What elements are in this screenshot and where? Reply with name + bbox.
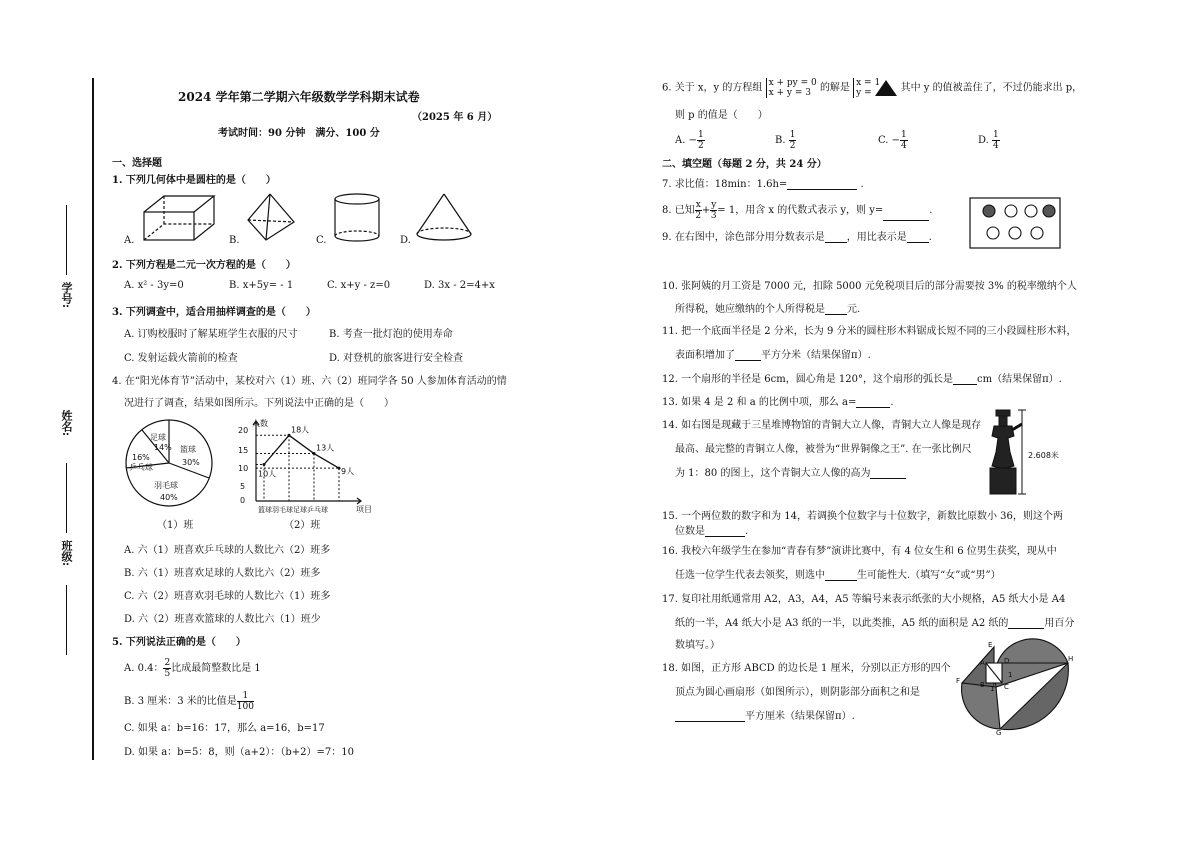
pie-value-pingpong: 16% <box>132 453 150 462</box>
point-g: G <box>996 729 1002 737</box>
q14-line1: 14. 如右图是现藏于三星堆博物馆的青铜大立人像，青铜大立人像是现存 <box>662 420 982 431</box>
q11-answer-blank[interactable] <box>735 350 761 361</box>
q14-line2: 最高、最完整的青铜立人像，被誉为“世界铜像之王”. 在一张比例尺 <box>675 444 972 455</box>
point-d: D <box>1004 657 1010 665</box>
class-field[interactable] <box>66 585 67 655</box>
pie-label-badminton: 羽毛球 <box>154 481 178 490</box>
pie-caption: （1）班 <box>157 520 194 531</box>
pie-value-basketball: 30% <box>182 458 200 467</box>
pie-label-basketball: 篮球 <box>180 445 196 454</box>
q15-line1: 15. 一个两位数的数字和为 14，若调换个位数字与十位数字，新数比原数小 36，则这个两 <box>662 511 1063 522</box>
q4-option-a: A. 六（1）班喜欢乒乓球的人数比六（2）班多 <box>124 545 331 556</box>
q8-answer-blank[interactable] <box>883 210 929 221</box>
q6-option-d: D. $\frac{1}{4}$ <box>978 130 999 151</box>
q18-line2: 顶点为圆心画扇形（如图所示），则阴影部分面积之和是 <box>675 687 920 698</box>
pyramid-shape <box>244 192 299 247</box>
point-e: E <box>988 641 993 649</box>
line-chart <box>236 418 376 518</box>
q9-figure <box>969 197 1061 249</box>
q4-option-c: C. 六（2）班喜欢羽毛球的人数比六（1）班多 <box>124 591 331 602</box>
cylinder-shape <box>332 192 384 246</box>
pie-value-badminton: 40% <box>160 493 178 502</box>
q8: 8. 已知 $\frac{x}{2}$ + $\frac{y}{3}$ = 1，用含 x 的代数式表示 y，则 y= . <box>662 200 933 221</box>
point-b: B <box>980 681 985 689</box>
name-label: 姓名: <box>60 410 73 437</box>
q6-option-c: C. − $\frac{1}{4}$ <box>878 130 907 151</box>
q14-answer-blank[interactable] <box>870 468 906 479</box>
q1-option-a-label: A. <box>124 235 135 246</box>
q6-option-b: B. $\frac{1}{2}$ <box>775 130 796 151</box>
q17-line2: 纸的一半，A4 纸大小是 A3 纸的一半，以此类推，A5 纸的面积是 A2 纸的 用百分 <box>675 618 1075 629</box>
q10-line1: 10. 张阿姨的月工资是 7000 元，扣除 5000 元免税项目后的部分需要按 3% 的税率缴纳个人 <box>662 281 1077 292</box>
q15-answer-blank[interactable] <box>705 526 745 537</box>
binding-line <box>92 78 94 760</box>
q15-line2: 位数是 . <box>675 526 749 537</box>
q9-blank-2[interactable] <box>907 232 929 243</box>
bronze-statue-image <box>986 406 1066 500</box>
q6-line1: 6. 关于 x，y 的方程组 x + py = 0 x + y = 3 的解是 x = 1 y = 其中 y 的值被盖住了，不过仍能求出 p， <box>662 78 1083 98</box>
q13: 13. 如果 4 是 2 和 a 的比例中项，那么 a= . <box>662 397 894 408</box>
q5-option-c: C. 如果 a：b=16：17，那么 a=16，b=17 <box>124 723 325 734</box>
point-a: A <box>980 659 985 667</box>
q17-line3: 数填写。） <box>675 640 720 651</box>
q3-stem: 3. 下列调查中，适合用抽样调查的是（ ） <box>112 307 316 318</box>
q13-answer-blank[interactable] <box>856 397 890 408</box>
q3-option-d: D. 对登机的旅客进行安全检查 <box>329 353 464 364</box>
y-tick: 5 <box>240 482 246 491</box>
q18-figure <box>956 641 1076 737</box>
pie-label-football: 足球 <box>150 433 166 442</box>
q11-line2: 表面积增加了 平方分米（结果保留π）. <box>675 350 871 361</box>
q2-option-d: D. 3x - 2=4+x <box>424 280 495 291</box>
fraction: $\frac{1}{100}$ <box>236 691 254 712</box>
q5-option-b: B. 3 厘米：3 米的比值是 $\frac{1}{100}$ <box>124 691 254 712</box>
q6-option-a: A. − $\frac{1}{2}$ <box>675 130 704 151</box>
q1-stem: 1. 下列几何体中是圆柱的是（ ） <box>112 175 276 186</box>
q2-option-c: C. x+y - z=0 <box>327 280 391 291</box>
q17-answer-blank[interactable] <box>1008 618 1044 629</box>
y-tick: 0 <box>240 496 246 505</box>
q12-answer-blank[interactable] <box>953 374 977 385</box>
student-id-label: 学号: <box>60 282 73 309</box>
y-tick: 15 <box>238 446 249 455</box>
side-label: 1 <box>1008 671 1013 679</box>
q4-line2: 况进行了调查，结果如图所示。下列说法中正确的是（ ） <box>124 398 394 409</box>
cone-shape <box>414 192 474 246</box>
q2-option-a: A. x² - 3y=0 <box>124 280 184 291</box>
line-chart-caption: （2）班 <box>284 520 321 531</box>
q18-line1: 18. 如图，正方形 ABCD 的边长是 1 厘米，分别以正方形的四个 <box>662 663 951 674</box>
q2-stem: 2. 下列方程是二元一次方程的是（ ） <box>112 260 296 271</box>
q17-line1: 17. 复印社用纸通常用 A2，A3，A4，A5 等编号来表示纸张的大小规格，A5 纸大小是 A4 <box>662 594 1066 605</box>
cuboid-shape <box>140 194 220 244</box>
q5-option-d: D. 如果 a：b=5：8，则（a+2）：（b+2）=7：10 <box>124 747 354 758</box>
q9: 9. 在右图中，涂色部分用分数表示是 ，用比表示是 . <box>662 232 932 243</box>
pie-label-pingpong: 乒乓球 <box>129 463 153 472</box>
side-label: 1 <box>990 685 995 693</box>
q1-option-c-label: C. <box>316 235 327 246</box>
statue-height-label: 2.608米 <box>1028 451 1059 460</box>
q12: 12. 一个扇形的半径是 6cm，圆心角是 120°，这个扇形的弧长是 cm（结果保留π）. <box>662 374 1062 385</box>
q7: 7. 求比值：18min：1.6h= . <box>662 179 864 190</box>
y-tick: 20 <box>238 426 249 435</box>
q16-line1: 16. 我校六年级学生在参加“青春有梦”演讲比赛中，有 4 位女生和 6 位男生获奖，现从中 <box>662 546 1057 557</box>
section1-heading: 一、选择题 <box>112 158 162 169</box>
exam-info: 考试时间：90 分钟 满分、100 分 <box>218 128 380 139</box>
q6-line2: 则 p 的值是（ ） <box>675 110 768 121</box>
q18-line3: 平方厘米（结果保留π）. <box>675 707 855 722</box>
q2-option-b: B. x+5y= - 1 <box>229 280 294 291</box>
exam-date: （2025 年 6 月） <box>412 112 498 123</box>
pie-value-football: 14% <box>154 443 172 452</box>
q9-blank-1[interactable] <box>825 232 847 243</box>
data-point <box>263 463 266 466</box>
pie-chart <box>124 418 214 508</box>
q5-stem: 5. 下列说法正确的是（ ） <box>112 637 246 648</box>
q7-answer-blank[interactable] <box>787 179 857 190</box>
data-label: 18人 <box>291 425 310 435</box>
q4-option-d: D. 六（2）班喜欢篮球的人数比六（1）班少 <box>124 614 321 625</box>
q11-line1: 11. 把一个底面半径是 2 分米，长为 9 分米的圆柱形木料锯成长短不同的三小段圆柱形木料， <box>662 326 1077 337</box>
q16-answer-blank[interactable] <box>825 570 857 581</box>
name-field[interactable] <box>66 463 67 533</box>
q14-line3: 为 1：80 的图上，这个青铜大立人像的高为 <box>675 464 906 479</box>
q4-option-b: B. 六（1）班喜欢足球的人数比六（2）班多 <box>124 568 321 579</box>
point-f: F <box>956 677 961 685</box>
line-chart-y-label: 人数 <box>252 419 268 428</box>
data-label: 10人 <box>258 469 277 479</box>
q18-answer-blank[interactable] <box>675 711 745 722</box>
line-chart-x-label: 项目 <box>356 505 372 514</box>
class-label: 班级: <box>60 540 73 567</box>
q1-option-b-label: B. <box>229 235 240 246</box>
q4-line1: 4. 在“阳光体育节”活动中，某校对六（1）班、六（2）班同学各 50 人参加体育活动的情 <box>112 376 507 387</box>
q3-option-b: B. 考查一批灯泡的使用寿命 <box>329 329 453 340</box>
point-h: H <box>1068 655 1074 663</box>
data-label: 13人 <box>316 443 335 453</box>
page-title: 2024 学年第二学期六年级数学学科期末试卷 <box>178 90 420 104</box>
q3-option-a: A. 订购校服时了解某班学生衣服的尺寸 <box>124 329 298 340</box>
student-id-field[interactable] <box>66 205 67 275</box>
y-tick: 10 <box>238 464 249 473</box>
fraction: $\frac{2}{5}$ <box>164 658 171 679</box>
cover-triangle-icon <box>875 80 897 96</box>
section2-heading: 二、填空题（每题 2 分，共 24 分） <box>662 159 827 170</box>
q16-line2: 任选一位学生代表去领奖，则选中 生可能性大.（填写“女”或“男”） <box>675 570 1001 581</box>
q5-option-a: A. 0.4： $\frac{2}{5}$ 比成最简整数比是 1 <box>124 658 261 679</box>
x-tick-labels: 篮球羽毛球足球乒乓球 <box>258 506 328 514</box>
point-c: C <box>1004 683 1009 691</box>
data-label: 9人 <box>341 467 355 477</box>
q3-option-c: C. 发射运载火箭前的检查 <box>124 353 238 364</box>
q1-option-d-label: D. <box>400 235 411 246</box>
q10-answer-blank[interactable] <box>825 304 847 315</box>
q10-line2: 所得税，她应缴纳的个人所得税是 元. <box>675 304 861 315</box>
